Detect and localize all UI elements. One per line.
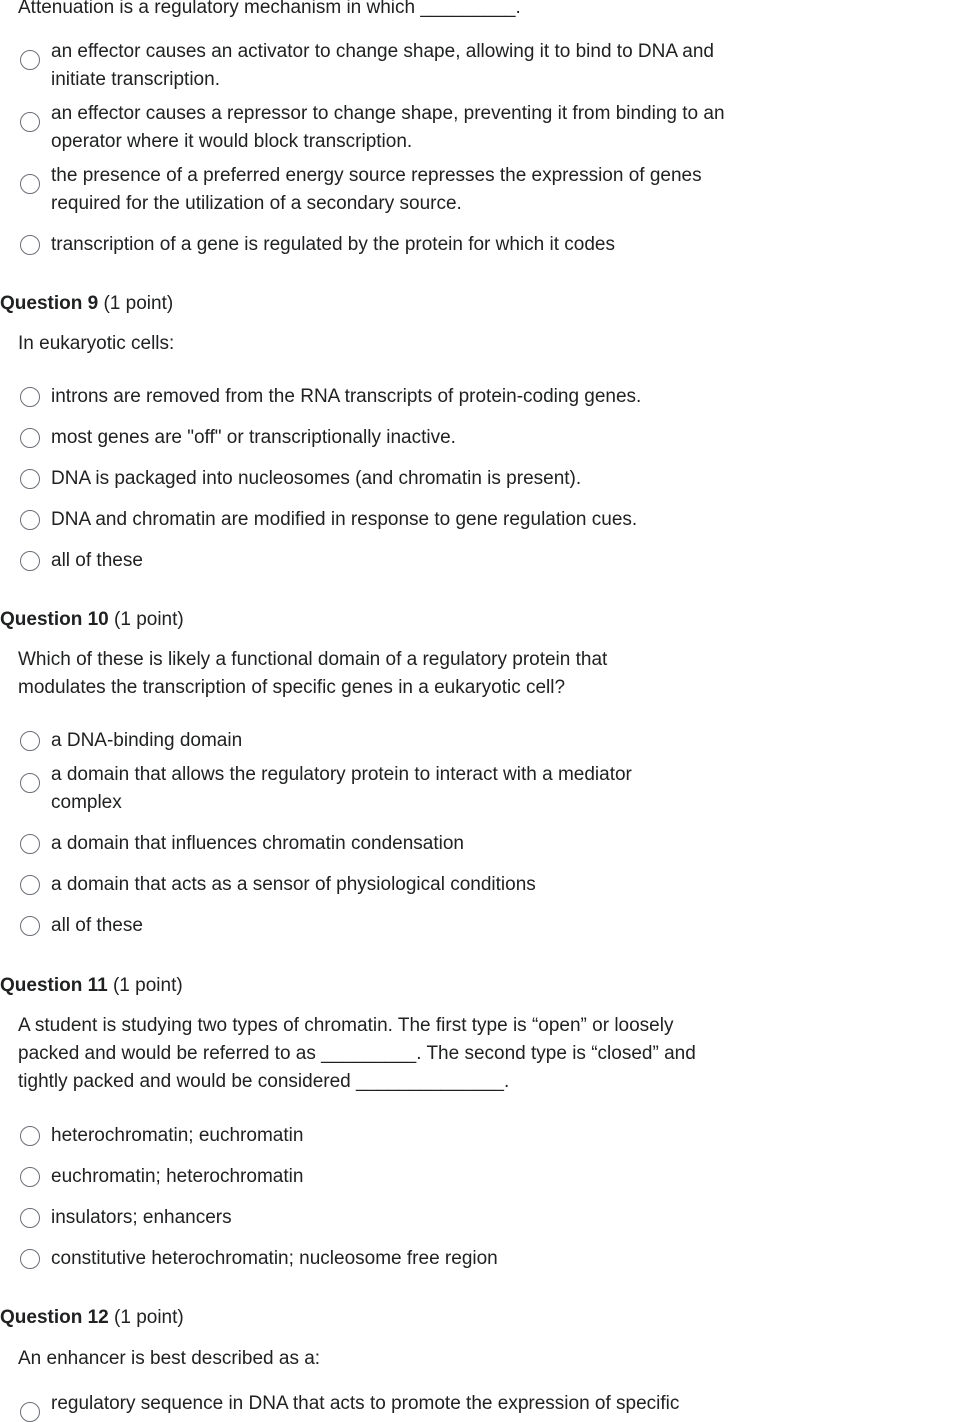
option-label: constitutive heterochromatin; nucleosome free region — [51, 1248, 498, 1269]
radio-button[interactable] — [20, 1249, 40, 1269]
question-9-stem: In eukaryotic cells: — [18, 333, 175, 354]
option-label: all of these — [51, 550, 143, 571]
radio-button[interactable] — [20, 551, 40, 571]
radio-button[interactable] — [20, 174, 40, 194]
radio-button[interactable] — [20, 469, 40, 489]
radio-button[interactable] — [20, 1208, 40, 1228]
question-points: (1 point) — [103, 293, 174, 314]
option-label: transcription of a gene is regulated by the protein for which it codes — [51, 234, 615, 255]
option-label: an effector causes an activator to change shape, allowing it to bind to DNA and initiate transcription. — [51, 41, 714, 90]
question-title: Question 9 — [0, 293, 99, 314]
radio-button[interactable] — [20, 834, 40, 854]
question-10-header — [0, 606, 184, 634]
question-11-stem: A student is studying two types of chromatin. The first type is “open” or loosely packed and would be referred to as _________. The second type is “closed” and tightly packed and would be considered ______________. — [18, 1015, 696, 1092]
option-label: introns are removed from the RNA transcripts of protein-coding genes. — [51, 386, 642, 407]
radio-button[interactable] — [20, 50, 40, 70]
radio-button[interactable] — [20, 112, 40, 132]
question-10-stem: Which of these is likely a functional domain of a regulatory protein that modulates the transcription of specific genes in a eukaryotic cell? — [18, 649, 608, 698]
option-label: euchromatin; heterochromatin — [51, 1166, 304, 1187]
option-label: an effector causes a repressor to change shape, preventing it from binding to an operator where it would block transcription. — [51, 103, 725, 152]
option-label: all of these — [51, 915, 143, 936]
radio-button[interactable] — [20, 510, 40, 530]
radio-button[interactable] — [20, 428, 40, 448]
option-label: a domain that acts as a sensor of physiological conditions — [51, 874, 536, 895]
question-points: (1 point) — [114, 609, 184, 630]
radio-button[interactable] — [20, 731, 40, 751]
question-points: (1 point) — [114, 1307, 184, 1328]
radio-button[interactable] — [20, 235, 40, 255]
option-label: heterochromatin; euchromatin — [51, 1125, 304, 1146]
option-label: regulatory sequence in DNA that acts to promote the expression of specific — [51, 1393, 680, 1414]
question-11-header — [0, 972, 183, 1000]
question-title: Question 12 — [0, 1307, 109, 1328]
option-label: a DNA-binding domain — [51, 730, 243, 751]
radio-button[interactable] — [20, 1126, 40, 1146]
option-label: a domain that allows the regulatory protein to interact with a mediator complex — [51, 764, 632, 813]
question-8-stem: Attenuation is a regulatory mechanism in which _________. — [18, 0, 521, 18]
option-label: a domain that influences chromatin condensation — [51, 833, 464, 854]
option-label: insulators; enhancers — [51, 1207, 232, 1228]
option-label: DNA is packaged into nucleosomes (and chromatin is present). — [51, 468, 582, 489]
option-label: most genes are "off" or transcriptionally inactive. — [51, 427, 456, 448]
radio-button[interactable] — [20, 1402, 40, 1422]
question-title: Question 10 — [0, 609, 109, 630]
option-label: DNA and chromatin are modified in response to gene regulation cues. — [51, 509, 638, 530]
radio-button[interactable] — [20, 1167, 40, 1187]
radio-button[interactable] — [20, 387, 40, 407]
radio-button[interactable] — [20, 773, 40, 793]
question-points: (1 point) — [112, 975, 183, 996]
question-12-header — [0, 1304, 184, 1332]
question-9-header — [0, 290, 173, 318]
question-12-stem: An enhancer is best described as a: — [18, 1348, 321, 1369]
radio-button[interactable] — [20, 875, 40, 895]
radio-button[interactable] — [20, 916, 40, 936]
question-title: Question 11 — [0, 975, 108, 996]
option-label: the presence of a preferred energy source represses the expression of genes required for the utilization of a secondary source. — [51, 165, 702, 214]
